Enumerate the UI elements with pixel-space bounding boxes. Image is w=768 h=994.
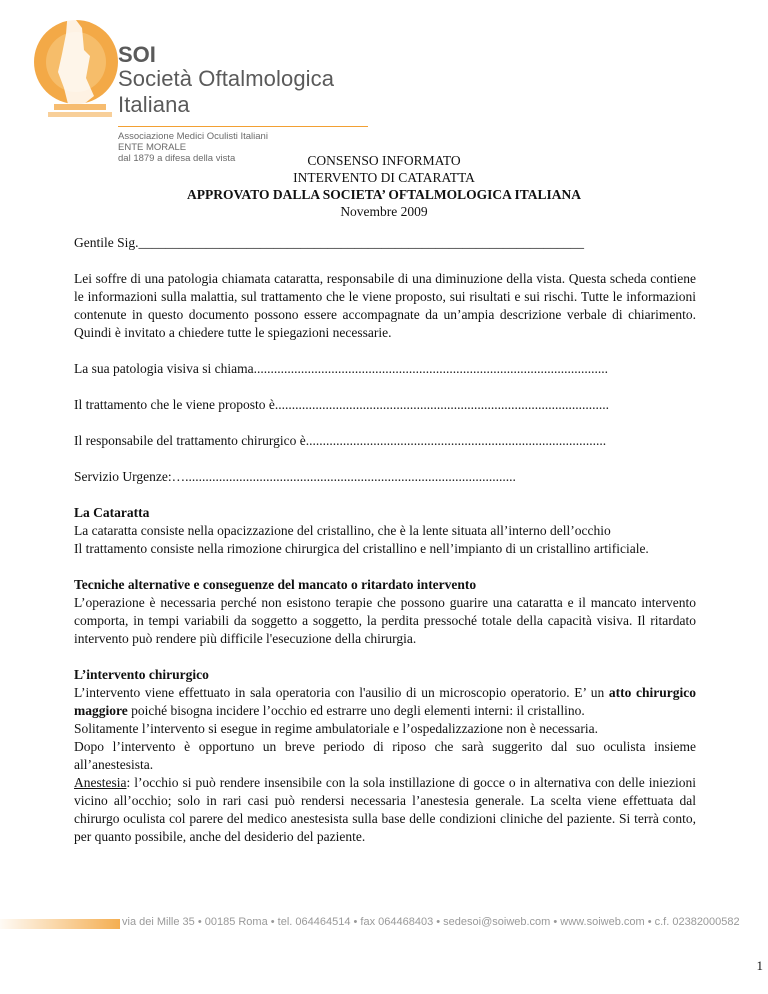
footer-strip xyxy=(0,919,120,929)
intervento-line: Solitamente l’intervento si esegue in regime ambulatoriale e l’ospedalizzazione non è necessaria. xyxy=(74,721,599,736)
soi-sub-line: ENTE MORALE xyxy=(118,142,187,153)
patologia-field[interactable]: La sua patologia visiva si chiama......................................................................................................... xyxy=(74,361,608,376)
title-line: CONSENSO INFORMATO xyxy=(307,153,461,168)
responsabile-field[interactable]: Il responsabile del trattamento chirurgico è......................................................................................... xyxy=(74,433,607,448)
soi-wordmark xyxy=(118,44,388,164)
section-heading-intervento: L’intervento chirurgico xyxy=(74,667,209,682)
document-title xyxy=(0,152,768,220)
intervento-paragraph xyxy=(74,684,696,720)
greeting-field[interactable]: Gentile Sig.__________________________________________________________________ xyxy=(74,235,584,250)
section-heading-alternative: Tecniche alternative e conseguenze del mancato o ritardato intervento xyxy=(74,577,477,592)
anestesia-label: Anestesia xyxy=(74,775,127,790)
page-number: 1 xyxy=(756,958,763,973)
statue-emblem-icon xyxy=(28,0,120,135)
divider xyxy=(118,126,368,127)
intervento-text: L’intervento viene effettuato in sala operatoria con l'ausilio di un microscopio operatorio. E’ un xyxy=(74,685,609,700)
document-body xyxy=(74,234,696,846)
cataratta-line: Il trattamento consiste nella rimozione chirurgica del cristallino e nell’impianto di un cristallino artificiale. xyxy=(74,541,649,556)
soi-logo xyxy=(28,0,388,164)
intro-paragraph: Lei soffre di una patologia chiamata cataratta, responsabile di una diminuzione della vista. Questa scheda contiene le informazioni sulla malattia, sul trattamento che le viene proposto, sui risultati e sui rischi. Tutte le informazioni contenute in questo documento possono essere accompagnate da un’ampia descrizione verbale di chiarimento. Quindi è invitato a chiedere tutte le spiegazioni necessarie. xyxy=(74,271,696,340)
alternative-paragraph: L’operazione è necessaria perché non esistono terapie che possono guarire una cataratta e il mancato intervento comporta, in tempi variabili da soggetto a soggetto, la perdita pressoché totale della capacità visiva. Il ritardato intervento può rendere più difficile l'esecuzione della chirurgia. xyxy=(74,595,696,646)
footer-contact: via dei Mille 35 • 00185 Roma • tel. 064464514 • fax 064468403 • sedesoi@soiweb.com • www.soiweb.com • c.f. 02382000582 xyxy=(122,916,740,928)
anestesia-text: : l’occhio si può rendere insensibile con la sola instillazione di gocce o in alternativa con delle iniezioni vicino all’occhio; solo in rari casi può rendersi necessaria l’anestesia generale. La scelta viene effettuata dal chirurgo oculista col parere del medico anestesista sulla base delle condizioni cliniche del paziente. Si terrà conto, per quanto possibile, anche del desiderio del paziente. xyxy=(74,775,696,844)
cataratta-line: La cataratta consiste nella opacizzazione del cristallino, che è la lente situata all’interno dell’occhio xyxy=(74,523,611,538)
footer xyxy=(0,913,768,935)
soi-abbr: SOI xyxy=(118,42,156,67)
anestesia-paragraph xyxy=(74,774,696,846)
soi-sub-line: dal 1879 a difesa della vista xyxy=(118,153,236,164)
intervento-line: Dopo l’intervento è opportuno un breve periodo di riposo che sarà suggerito dal suo oculista insieme all’anestesista. xyxy=(74,739,696,772)
title-line: APPROVATO DALLA SOCIETA’ OFTALMOLOGICA ITALIANA xyxy=(186,187,582,202)
intervento-bold-text: atto chirurgico maggiore xyxy=(74,685,696,718)
soi-sub-line: Associazione Medici Oculisti Italiani xyxy=(118,131,268,142)
title-date: Novembre 2009 xyxy=(340,204,428,219)
trattamento-field[interactable]: Il trattamento che le viene proposto è................................................................................................... xyxy=(74,397,610,412)
section-heading-cataratta: La Cataratta xyxy=(74,505,150,520)
title-line: INTERVENTO DI CATARATTA xyxy=(293,170,475,185)
urgenze-field[interactable]: Servizio Urgenze:….................................................................................................. xyxy=(74,469,516,484)
intervento-text: poiché bisogna incidere l’occhio ed estrarre uno degli elementi interni: il cristallino. xyxy=(127,703,585,718)
soi-name: Società Oftalmologica Italiana xyxy=(118,66,335,117)
